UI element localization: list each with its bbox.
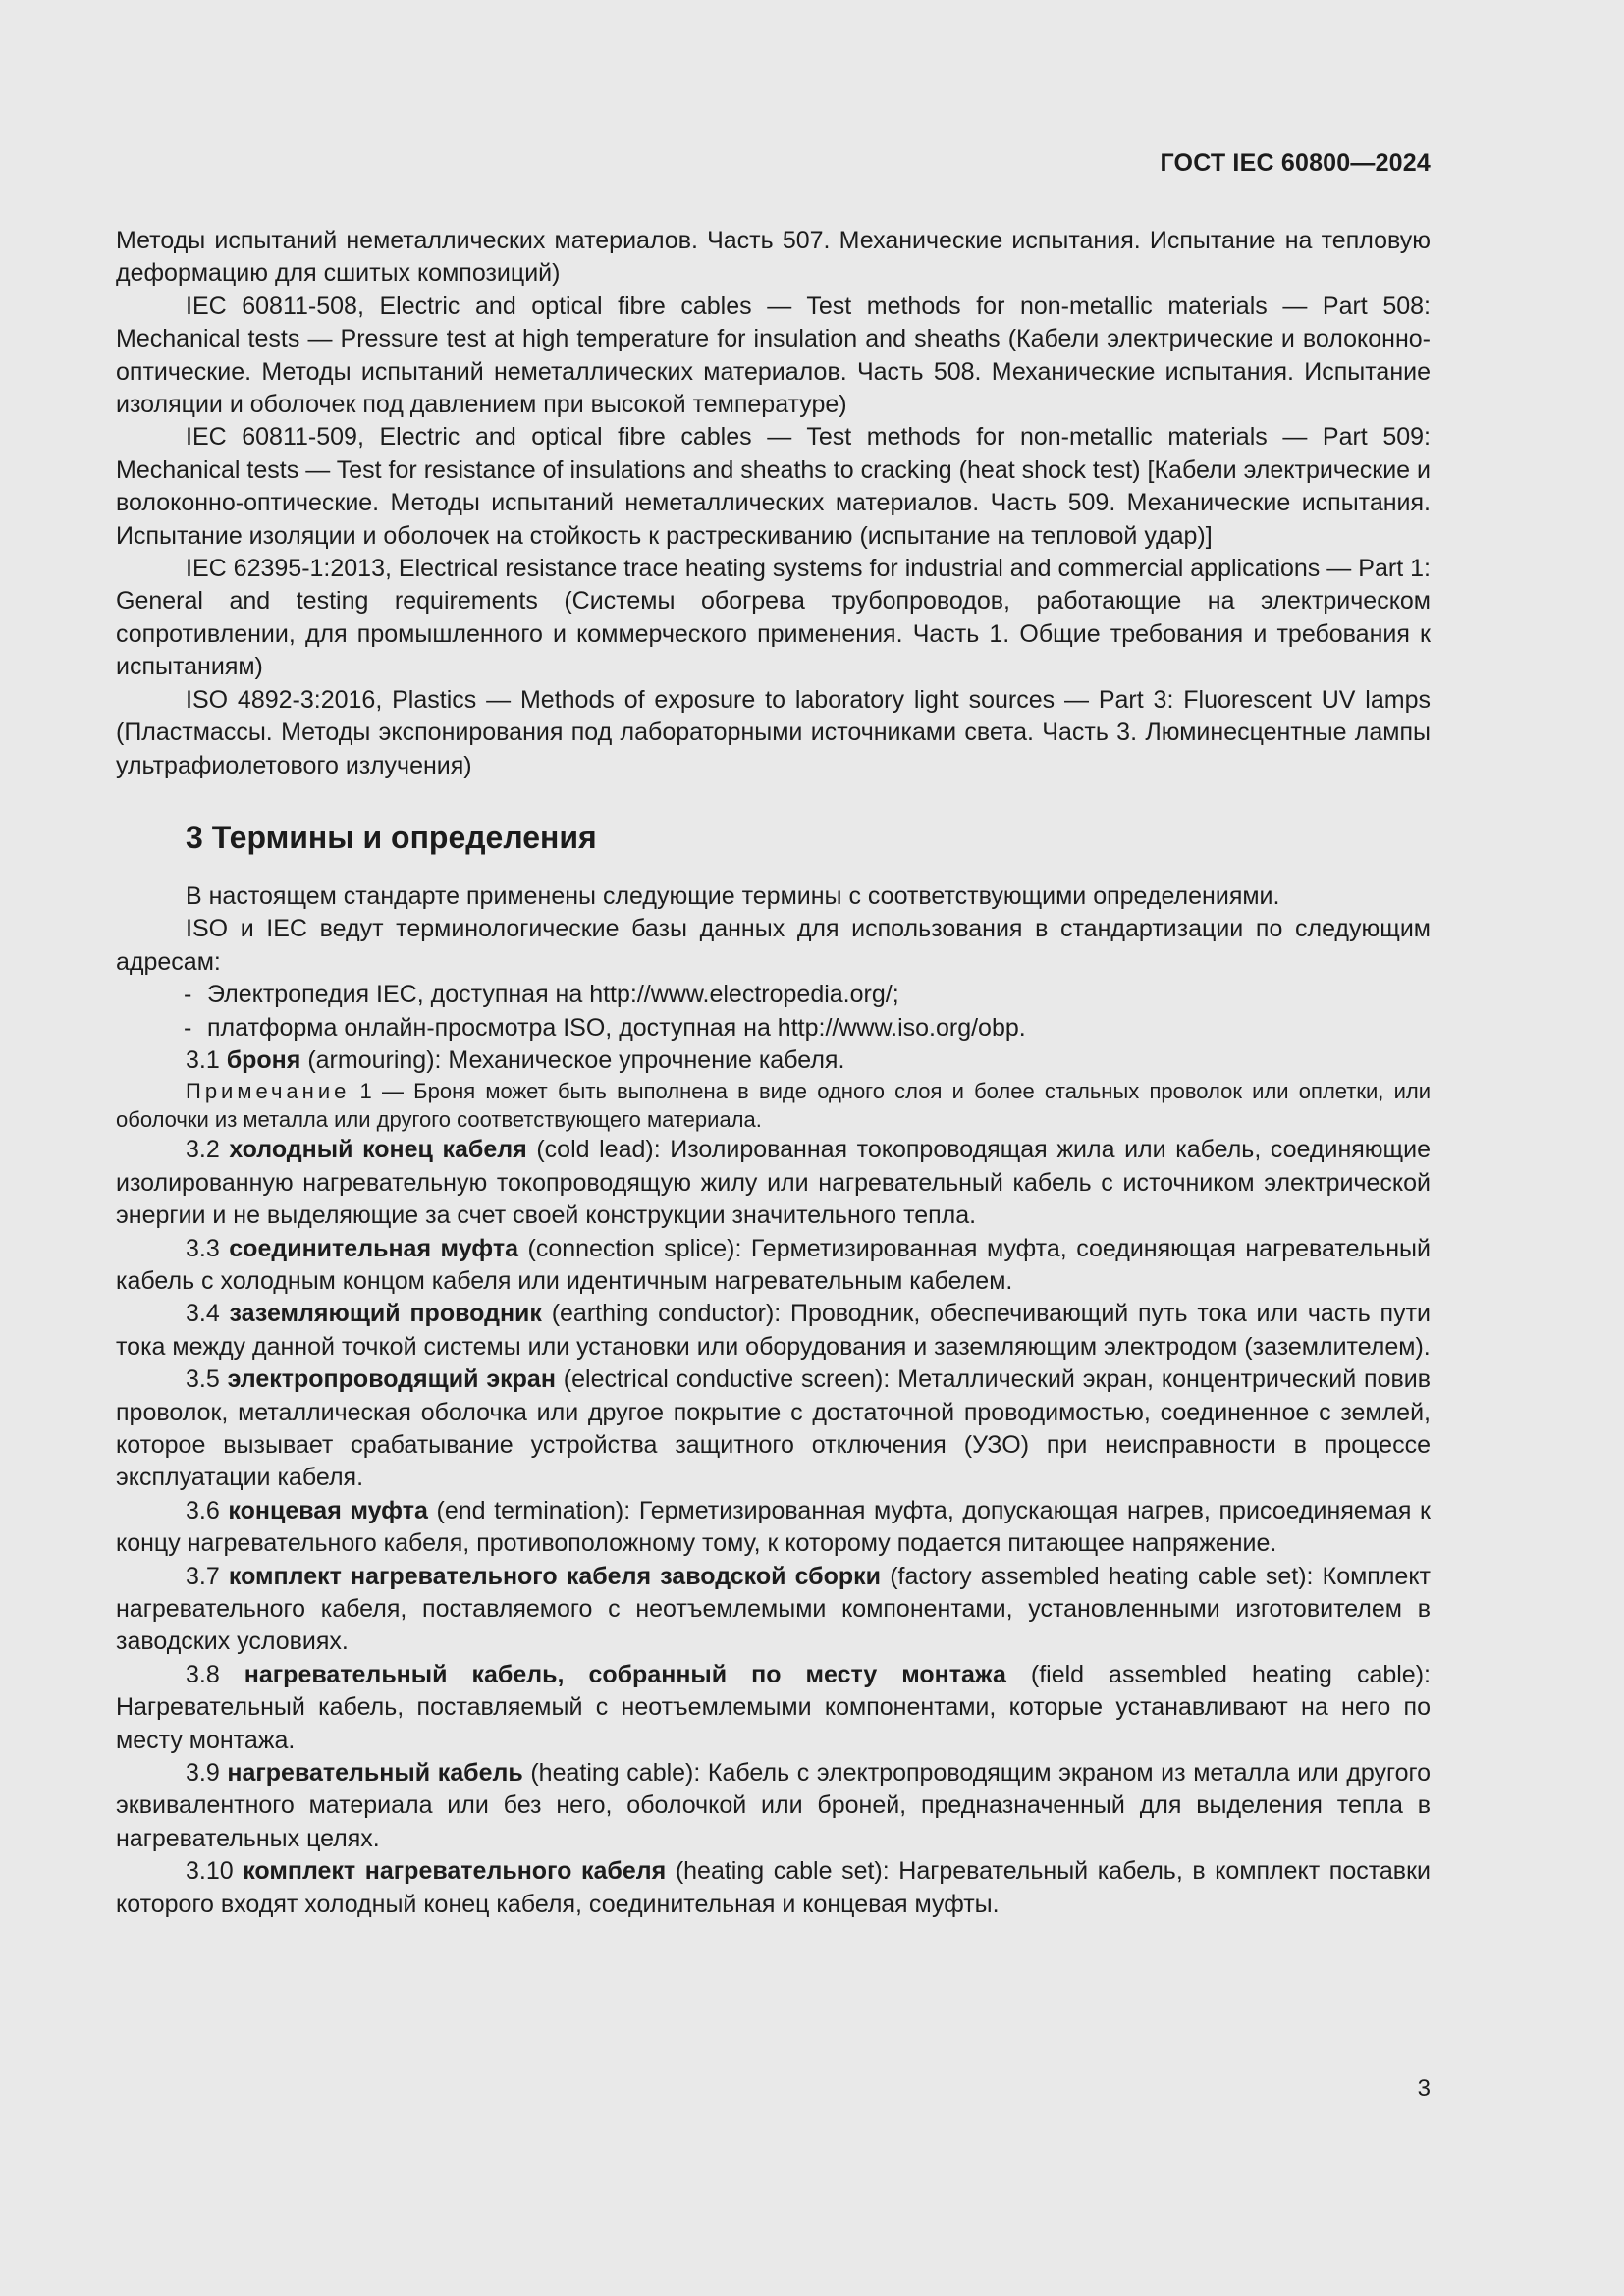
term-definition: (end termination): Герметизированная муфта, допускающая нагрев, присоединяемая к концу нагревательного кабеля, противоположному тому, к которому подается питающее напряжение. [116, 1496, 1431, 1558]
section-heading: 3 Термины и определения [186, 819, 597, 855]
section-intro: ISO и IEC ведут терминологические базы данных для использования в стандартизации по следующим адресам: [116, 915, 1431, 976]
term-definition: (heating cable set): Нагревательный кабель, в комплект поставки которого входят холодный конец кабеля, соединительная и концевая муфты. [116, 1857, 1431, 1918]
document-body [116, 225, 1431, 1921]
list-item-text: Электропедия IEC, доступная на http://www.electropedia.org/; [207, 981, 899, 1009]
term-number: 3.10 [186, 1857, 244, 1886]
reference-item: IEC 60811-508, Electric and optical fibre cables — Test methods for non-metallic materials — Part 508: Mechanical tests — Pressure test at high temperature for insulation and sheaths (Кабели электрические и волоконно-оптические. Методы испытаний неметаллических материалов. Часть 508. Механические испытания. Испытание изоляции и оболочек под давлением при высокой температуре) [116, 292, 1431, 419]
term-entry [116, 1855, 1431, 1921]
term-entry [116, 1659, 1431, 1757]
term-definition: (electrical conductive screen): Металлический экран, концентрический повив проволок, металлическая оболочка или другое покрытие с достаточной проводимостью, соединенное с землей, которое вызывает срабатывание устройства защитного отключения (УЗО) при неисправности в процессе эксплуатации кабеля. [116, 1365, 1431, 1492]
term-entry [116, 1561, 1431, 1659]
dash-marker: - [184, 981, 192, 1009]
reference-continuation: Методы испытаний неметаллических материалов. Часть 507. Механические испытания. Испытание на тепловую деформацию для сшитых композиций) [116, 227, 1431, 288]
list-item [184, 979, 1431, 1011]
term-entry [116, 1044, 1431, 1077]
term-number: 3.5 [186, 1365, 228, 1394]
note-text: 1 — Броня может быть выполнена в виде одного слоя и более стальных проволок или оплетки, или оболочки из металла или другого соответствующего материала. [116, 1079, 1431, 1133]
term-number: 3.4 [186, 1300, 230, 1328]
term-name: нагревательный кабель [227, 1759, 523, 1788]
dash-marker: - [184, 1013, 192, 1041]
term-number: 3.2 [186, 1136, 230, 1164]
term-name: комплект нагревательного кабеля заводской сборки [228, 1562, 882, 1590]
note [116, 1077, 1431, 1134]
term-name: броня [226, 1045, 301, 1074]
term-name: заземляющий проводник [229, 1300, 542, 1328]
section-intro: В настоящем стандарте применены следующие термины с соответствующими определениями. [186, 881, 1280, 910]
term-entry [116, 1495, 1431, 1561]
term-definition: (field assembled heating cable): Нагревательный кабель, поставляемый с неотъемлемыми компонентами, которые устанавливают на него по месту монтажа. [116, 1660, 1431, 1754]
term-number: 3.8 [186, 1660, 244, 1688]
term-number: 3.3 [186, 1234, 230, 1262]
term-name: комплект нагревательного кабеля [243, 1857, 667, 1886]
term-number: 3.1 [186, 1045, 227, 1074]
term-number: 3.9 [186, 1759, 228, 1788]
list-item-text: платформа онлайн-просмотра ISO, доступная на http://www.iso.org/obp. [207, 1013, 1026, 1041]
term-entry [116, 1134, 1431, 1232]
reference-item: IEC 60811-509, Electric and optical fibre cables — Test methods for non-metallic materials — Part 509: Mechanical tests — Test for resistance of insulations and sheaths to cracking (heat shock test) [Кабели электрические и волоконно-оптические. Методы испытаний неметаллических материалов. Часть 509. Механические испытания. Испытание изоляции и оболочек на стойкость к растрескиванию (испытание на тепловой удар)] [116, 423, 1431, 550]
note-label: Примечание [186, 1079, 351, 1104]
term-definition: (connection splice): Герметизированная муфта, соединяющая нагревательный кабель с холодным концом кабеля или идентичным нагревательным кабелем. [116, 1234, 1431, 1295]
term-definition: (earthing conductor): Проводник, обеспечивающий путь тока или часть пути тока между данной точкой системы или установки или оборудования и заземляющим электродом (заземлителем). [116, 1300, 1431, 1361]
term-definition: (cold lead): Изолированная токопроводящая жила или кабель, соединяющие изолированную нагревательную токопроводящую жилу или нагревательный кабель с источником электрической энергии и не выделяющие за счет своей конструкции значительного тепла. [116, 1136, 1431, 1230]
term-entry [116, 1757, 1431, 1855]
reference-item: IEC 62395-1:2013, Electrical resistance trace heating systems for industrial and commercial applications — Part 1: General and testing requirements (Системы обогрева трубопроводов, работающие на электрическом сопротивлении, для промышленного и коммерческого применения. Часть 1. Общие требования и требования к испытаниям) [116, 555, 1431, 681]
term-definition: (factory assembled heating cable set): Комплект нагревательного кабеля, поставляемого с неотъемлемыми компонентами, установленными изготовителем в заводских условиях. [116, 1562, 1432, 1656]
term-definition: (heating cable): Кабель с электропроводящим экраном из металла или другого эквивалентного материала или без него, оболочкой или броней, предназначенный для выделения тепла в нагревательных целях. [116, 1759, 1431, 1852]
term-number: 3.6 [186, 1496, 229, 1524]
term-name: соединительная муфта [229, 1234, 518, 1262]
page-number: 3 [1417, 2075, 1431, 2102]
list-item [184, 1012, 1431, 1044]
term-number: 3.7 [186, 1562, 229, 1590]
term-entry [116, 1363, 1431, 1495]
term-definition: (armouring): Механическое упрочнение кабеля. [300, 1045, 845, 1074]
reference-item: ISO 4892-3:2016, Plastics — Methods of exposure to laboratory light sources — Part 3: Fluorescent UV lamps (Пластмассы. Методы экспонирования под лабораторными источниками света. Часть 3. Люминесцентные лампы ультрафиолетового излучения) [116, 685, 1431, 779]
term-name: концевая муфта [228, 1496, 428, 1524]
term-name: электропроводящий экран [227, 1365, 556, 1394]
term-name: нагревательный кабель, собранный по месту монтажа [244, 1660, 1006, 1688]
term-name: холодный конец кабеля [229, 1136, 527, 1164]
document-header: ГОСТ IEC 60800—2024 [1160, 149, 1431, 177]
term-entry [116, 1298, 1431, 1363]
term-entry [116, 1233, 1431, 1299]
